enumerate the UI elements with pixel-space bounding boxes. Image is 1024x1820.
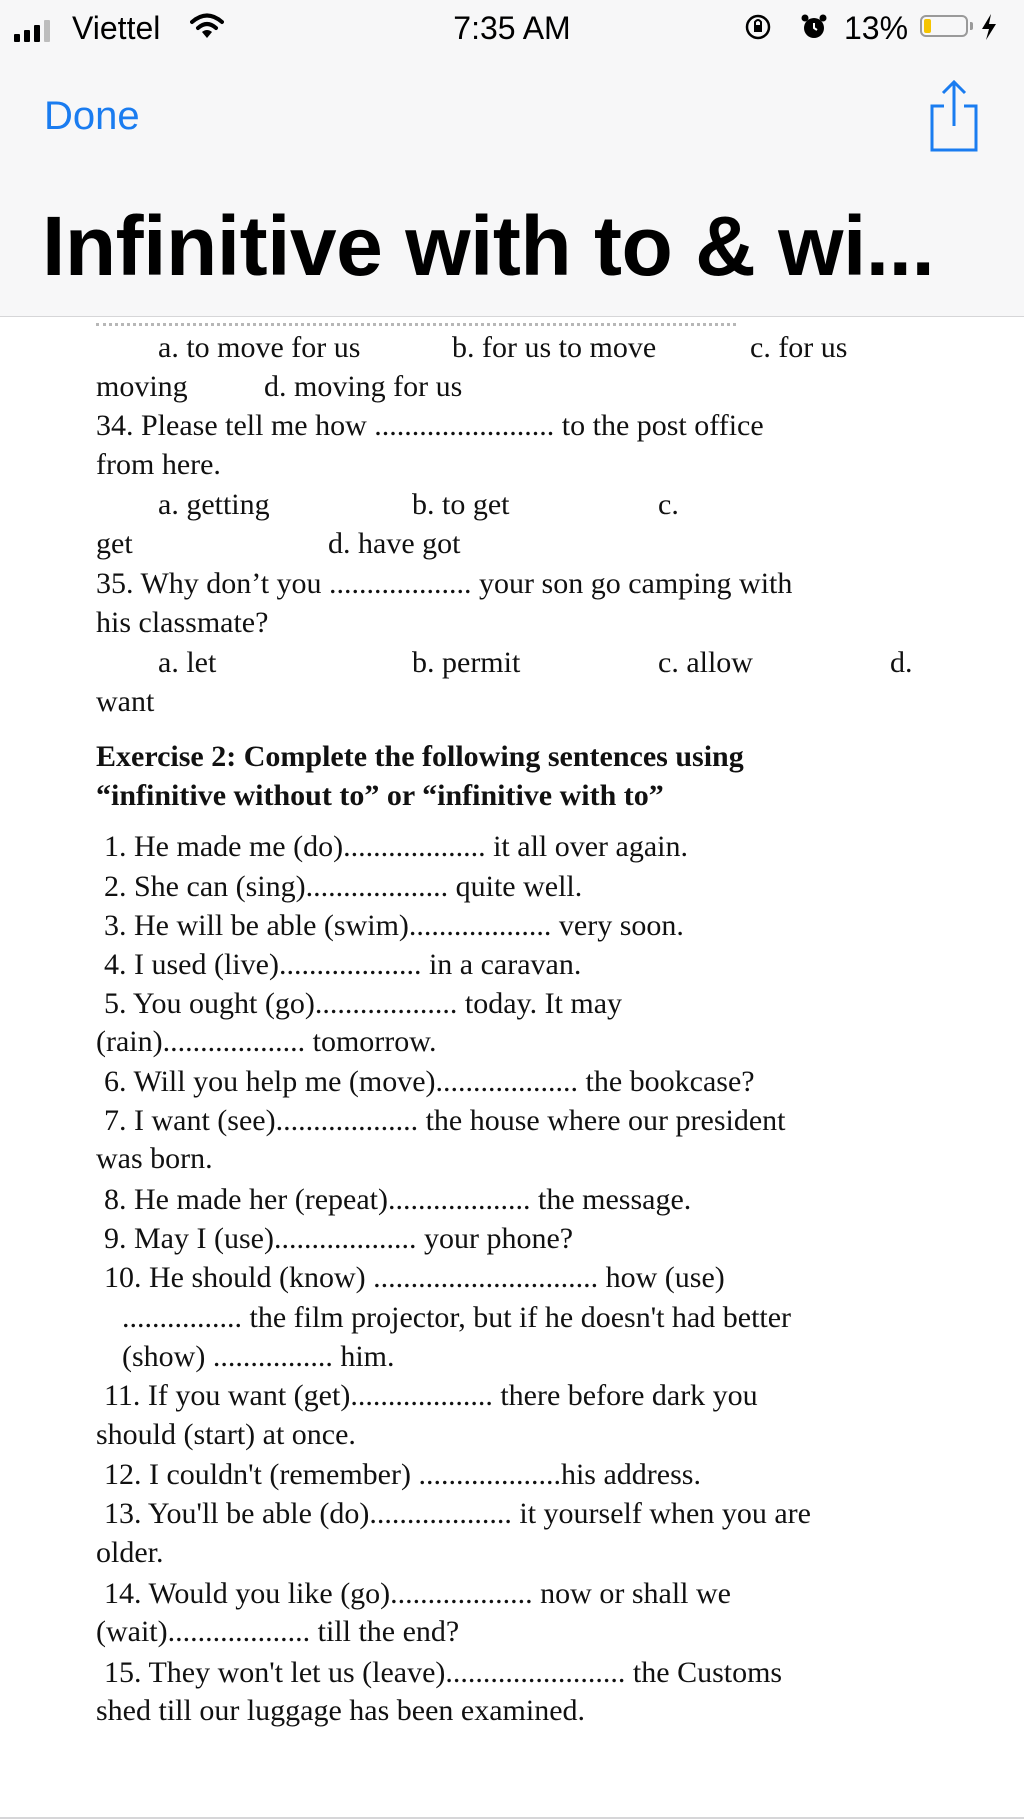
document-view[interactable] (0, 317, 1024, 1820)
status-bar (0, 0, 1024, 58)
exercise-line: (rain)................... tomorrow. (96, 1025, 437, 1058)
q35-line2: his classmate? (96, 606, 269, 639)
battery-tip (970, 22, 973, 30)
exercise-line: was born. (96, 1142, 213, 1175)
exercise-2-subheading: “infinitive without to” or “infinitive with to” (96, 779, 664, 812)
exercise-line: shed till our luggage has been examined. (96, 1694, 586, 1727)
exercise-line: 12. I couldn't (remember) ...................his address. (104, 1458, 701, 1491)
q34-line1: 34. Please tell me how ........................ to the post office (96, 409, 764, 442)
cut-off-text-line (96, 317, 736, 326)
exercise-line: 1. He made me (do)................... it all over again. (104, 830, 689, 863)
status-time: 7:35 AM (453, 10, 571, 46)
exercise-line: (show) ................ him. (122, 1340, 395, 1373)
battery-icon (920, 15, 968, 37)
q33-option-a: a. to move for us (158, 331, 361, 364)
exercise-line: 14. Would you like (go)................... now or shall we (104, 1577, 731, 1610)
q35-option-d-cont: want (96, 685, 155, 718)
document-header (0, 58, 1024, 317)
exercise-line: older. (96, 1536, 164, 1569)
exercise-line: 5. You ought (go)................... today. It may (104, 987, 623, 1020)
exercise-line: 3. He will be able (swim)................... very soon. (104, 909, 684, 942)
alarm-icon (800, 13, 828, 41)
exercise-line: 15. They won't let us (leave)........................ the Customs (104, 1656, 783, 1689)
exercise-line: (wait)................... till the end? (96, 1615, 460, 1648)
q35-option-a: a. let (158, 646, 217, 679)
exercise-2-heading: Exercise 2: Complete the following sentences using (96, 740, 744, 773)
share-icon[interactable] (926, 76, 982, 154)
q34-line2: from here. (96, 448, 221, 481)
q34-option-d: d. have got (328, 527, 461, 560)
done-button[interactable]: Done (44, 94, 140, 138)
battery-percent: 13% (844, 10, 909, 46)
q33-option-c: c. for us (750, 331, 848, 364)
orientation-lock-icon (744, 13, 772, 41)
q34-option-b: b. to get (412, 488, 510, 521)
q35-option-d: d. (890, 646, 913, 679)
exercise-line: 10. He should (know) .............................. how (use) (104, 1261, 725, 1294)
exercise-line: 13. You'll be able (do)................... it yourself when you are (104, 1497, 811, 1530)
battery-level-fill (924, 19, 931, 33)
document-title: Infinitive with to & wi... (42, 199, 935, 293)
q34-option-c: c. (658, 488, 679, 521)
bottom-divider (0, 1817, 1024, 1819)
q34-option-c-cont: get (96, 527, 133, 560)
exercise-line: 8. He made her (repeat)................... the message. (104, 1183, 692, 1216)
q34-option-a: a. getting (158, 488, 270, 521)
exercise-line: 7. I want (see)................... the house where our president (104, 1104, 786, 1137)
charging-icon (980, 13, 998, 41)
q35-option-c: c. allow (658, 646, 753, 679)
exercise-line: 4. I used (live)................... in a caravan. (104, 948, 582, 981)
q35-option-b: b. permit (412, 646, 521, 679)
exercise-line: 11. If you want (get)................... there before dark you (104, 1379, 758, 1412)
exercise-line: ................ the film projector, but if he doesn't had better (122, 1301, 792, 1334)
q35-line1: 35. Why don’t you ................... your son go camping with (96, 567, 793, 600)
exercise-line: 2. She can (sing)................... quite well. (104, 870, 583, 903)
carrier-name: Viettel (72, 10, 161, 46)
exercise-line: should (start) at once. (96, 1418, 356, 1451)
exercise-line: 6. Will you help me (move)................... the bookcase? (104, 1065, 755, 1098)
exercise-line: 9. May I (use)................... your phone? (104, 1222, 574, 1255)
q33-option-b: b. for us to move (452, 331, 657, 364)
q33-option-d: d. moving for us (264, 370, 463, 403)
q33-option-c-cont: moving (96, 370, 188, 403)
